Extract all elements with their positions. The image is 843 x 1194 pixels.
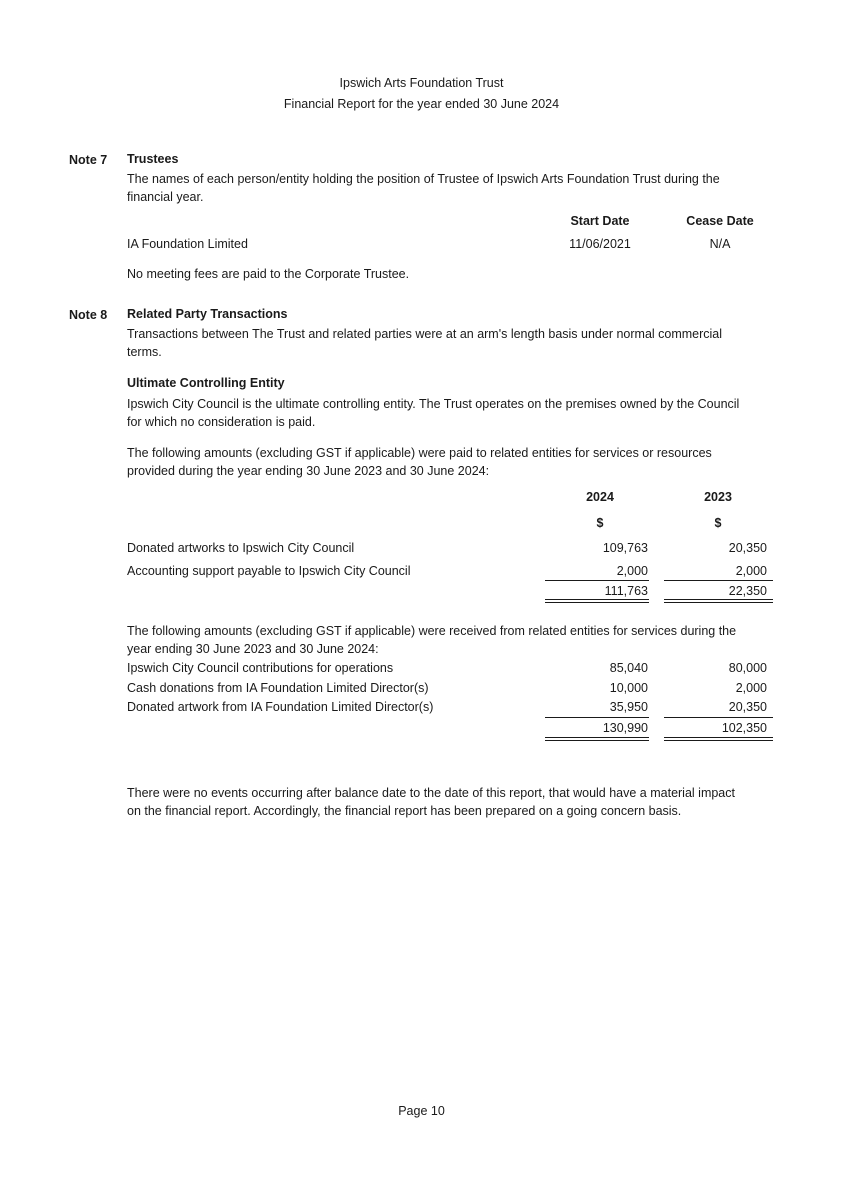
note8-label: Note 8	[69, 308, 108, 322]
paid-row-label: Donated artworks to Ipswich City Council	[127, 541, 355, 555]
cease-date-header: Cease Date	[686, 214, 754, 228]
note7-title: Trustees	[127, 152, 179, 166]
recv-row-2023: 80,000	[728, 661, 767, 675]
note8-intro-line1: Transactions between The Trust and related parties were at an arm's length basis under normal commercial	[127, 327, 723, 341]
paid-row-2024: 2,000	[616, 564, 648, 578]
trustee-start-date: 11/06/2021	[569, 237, 631, 251]
events-line1: There were no events occurring after balance date to the date of this report, that would have a material impact	[127, 786, 735, 800]
paid-row-label: Accounting support payable to Ipswich City Council	[127, 564, 411, 578]
recv-total-2024: 130,990	[602, 721, 648, 735]
recv-total-double-rule-2023	[664, 737, 773, 741]
trustee-name: IA Foundation Limited	[127, 237, 248, 251]
recv-intro-line1: The following amounts (excluding GST if applicable) were received from related entities for services during the	[127, 624, 737, 638]
note7-intro-line2: financial year.	[127, 190, 204, 204]
currency-2024: $	[596, 516, 604, 530]
recv-row-label: Donated artwork from IA Foundation Limited Director(s)	[127, 700, 434, 714]
paid-total-double-rule-2023	[664, 599, 773, 603]
uce-line2: for which no consideration is paid.	[127, 415, 316, 429]
recv-row-2024: 85,040	[609, 661, 648, 675]
page-number: Page 10	[398, 1104, 445, 1118]
note8-intro-line2: terms.	[127, 345, 162, 359]
recv-row-2023: 2,000	[735, 681, 767, 695]
paid-row-2024: 109,763	[602, 541, 648, 555]
recv-subtotal-rule-2023	[664, 717, 773, 718]
recv-row-2023: 20,350	[728, 700, 767, 714]
col-2023-header: 2023	[704, 490, 732, 504]
paid-intro-line1: The following amounts (excluding GST if applicable) were paid to related entities for services or resources	[127, 446, 712, 460]
col-2024-header: 2024	[586, 490, 614, 504]
uce-line1: Ipswich City Council is the ultimate controlling entity. The Trust operates on the premises owned by the Council	[127, 397, 740, 411]
paid-intro-line2: provided during the year ending 30 June 2023 and 30 June 2024:	[127, 464, 490, 478]
meeting-fees-text: No meeting fees are paid to the Corporate Trustee.	[127, 267, 410, 281]
recv-total-2023: 102,350	[721, 721, 767, 735]
note8-title: Related Party Transactions	[127, 307, 288, 321]
paid-total-2024: 111,763	[604, 584, 648, 598]
report-title: Financial Report for the year ended 30 June 2024	[283, 97, 560, 111]
recv-row-2024: 35,950	[609, 700, 648, 714]
recv-row-label: Ipswich City Council contributions for operations	[127, 661, 394, 675]
paid-total-2023: 22,350	[728, 584, 767, 598]
note7-intro-line1: The names of each person/entity holding the position of Trustee of Ipswich Arts Foundation Trust during the	[127, 172, 720, 186]
recv-intro-line2: year ending 30 June 2023 and 30 June 2024:	[127, 642, 379, 656]
paid-total-double-rule-2024	[545, 599, 649, 603]
trustee-cease-date: N/A	[709, 237, 731, 251]
start-date-header: Start Date	[570, 214, 630, 228]
paid-subtotal-rule-2024	[545, 580, 649, 581]
recv-subtotal-rule-2024	[545, 717, 649, 718]
events-line2: on the financial report. Accordingly, the financial report has been prepared on a going concern basis.	[127, 804, 682, 818]
recv-row-2024: 10,000	[609, 681, 648, 695]
paid-subtotal-rule-2023	[664, 580, 773, 581]
recv-row-label: Cash donations from IA Foundation Limited Director(s)	[127, 681, 429, 695]
uce-title: Ultimate Controlling Entity	[127, 376, 285, 390]
note7-label: Note 7	[69, 153, 108, 167]
recv-total-double-rule-2024	[545, 737, 649, 741]
paid-row-2023: 2,000	[735, 564, 767, 578]
currency-2023: $	[714, 516, 722, 530]
paid-row-2023: 20,350	[728, 541, 767, 555]
entity-title: Ipswich Arts Foundation Trust	[339, 76, 504, 90]
